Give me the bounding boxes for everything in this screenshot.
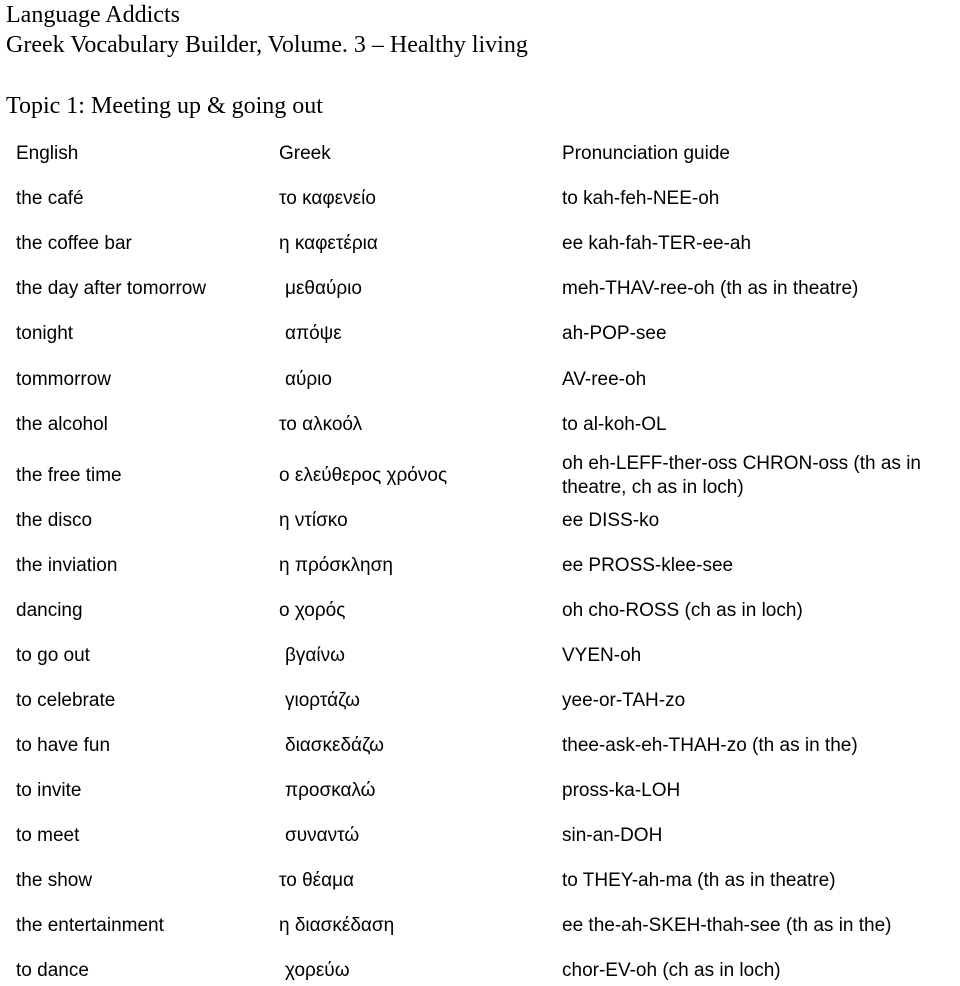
greek-term: χορεύω bbox=[285, 960, 350, 981]
english-term: to celebrate bbox=[16, 690, 116, 711]
greek-term: αύριο bbox=[285, 369, 332, 390]
greek-term: η ντίσκο bbox=[279, 510, 348, 531]
greek-term: το καφενείο bbox=[279, 188, 376, 209]
pronunciation: AV-ree-oh bbox=[562, 369, 647, 390]
pronunciation: ah-POP-see bbox=[562, 323, 667, 344]
english-term: to have fun bbox=[16, 735, 111, 756]
pronunciation: sin-an-DOH bbox=[562, 825, 663, 846]
greek-term: συναντώ bbox=[285, 825, 360, 846]
pronunciation: thee-ask-eh-THAH-zo (th as in the) bbox=[562, 735, 858, 756]
pronunciation: VYEN-oh bbox=[562, 645, 642, 666]
greek-term: μεθαύριο bbox=[285, 278, 362, 299]
pronunciation: ee DISS-ko bbox=[562, 510, 660, 531]
document-title: Language Addicts bbox=[6, 2, 180, 28]
pronunciation: meh-THAV-ree-oh (th as in theatre) bbox=[562, 278, 859, 299]
column-header-english: English bbox=[16, 143, 79, 164]
pronunciation: ee the-ah-SKEH-thah-see (th as in the) bbox=[562, 915, 892, 936]
column-header-greek: Greek bbox=[279, 143, 331, 164]
greek-term: απόψε bbox=[285, 323, 342, 344]
english-term: the entertainment bbox=[16, 915, 164, 936]
greek-term: βγαίνω bbox=[285, 645, 345, 666]
greek-term: προσκαλώ bbox=[285, 780, 376, 801]
topic-heading: Topic 1: Meeting up & going out bbox=[6, 93, 323, 119]
greek-term: ο χορός bbox=[279, 600, 346, 621]
pronunciation: to THEY-ah-ma (th as in theatre) bbox=[562, 870, 836, 891]
column-header-pronunciation: Pronunciation guide bbox=[562, 143, 730, 164]
english-term: the inviation bbox=[16, 555, 118, 576]
english-term: to go out bbox=[16, 645, 90, 666]
english-term: tommorrow bbox=[16, 369, 112, 390]
pronunciation: yee-or-TAH-zo bbox=[562, 690, 686, 711]
english-term: the disco bbox=[16, 510, 93, 531]
greek-term: η διασκέδαση bbox=[279, 915, 395, 936]
english-term: to meet bbox=[16, 825, 80, 846]
greek-term: το θέαμα bbox=[279, 870, 355, 891]
document-subtitle: Greek Vocabulary Builder, Volume. 3 – Healthy living bbox=[6, 32, 528, 58]
english-term: to dance bbox=[16, 960, 89, 981]
greek-term: ο ελεύθερος χρόνος bbox=[279, 465, 448, 486]
pronunciation: oh cho-ROSS (ch as in loch) bbox=[562, 600, 803, 621]
greek-term: διασκεδάζω bbox=[285, 735, 384, 756]
english-term: to invite bbox=[16, 780, 82, 801]
pronunciation: to kah-feh-NEE-oh bbox=[562, 188, 720, 209]
pronunciation: ee PROSS-klee-see bbox=[562, 555, 734, 576]
english-term: the day after tomorrow bbox=[16, 278, 207, 299]
greek-term: το αλκοόλ bbox=[279, 414, 363, 435]
english-term: the café bbox=[16, 188, 84, 209]
pronunciation: chor-EV-oh (ch as in loch) bbox=[562, 960, 781, 981]
pronunciation: ee kah-fah-TER-ee-ah bbox=[562, 233, 752, 254]
greek-term: γιορτάζω bbox=[285, 690, 360, 711]
pronunciation: pross-ka-LOH bbox=[562, 780, 681, 801]
english-term: the coffee bar bbox=[16, 233, 132, 254]
english-term: dancing bbox=[16, 600, 83, 621]
english-term: the show bbox=[16, 870, 93, 891]
english-term: the alcohol bbox=[16, 414, 108, 435]
greek-term: η καφετέρια bbox=[279, 233, 378, 254]
english-term: the free time bbox=[16, 465, 122, 486]
greek-term: η πρόσκληση bbox=[279, 555, 393, 576]
pronunciation: oh eh-LEFF-ther-oss CHRON-oss (th as in theatre, ch as in loch) bbox=[562, 453, 921, 498]
pronunciation: to al-koh-OL bbox=[562, 414, 667, 435]
english-term: tonight bbox=[16, 323, 74, 344]
